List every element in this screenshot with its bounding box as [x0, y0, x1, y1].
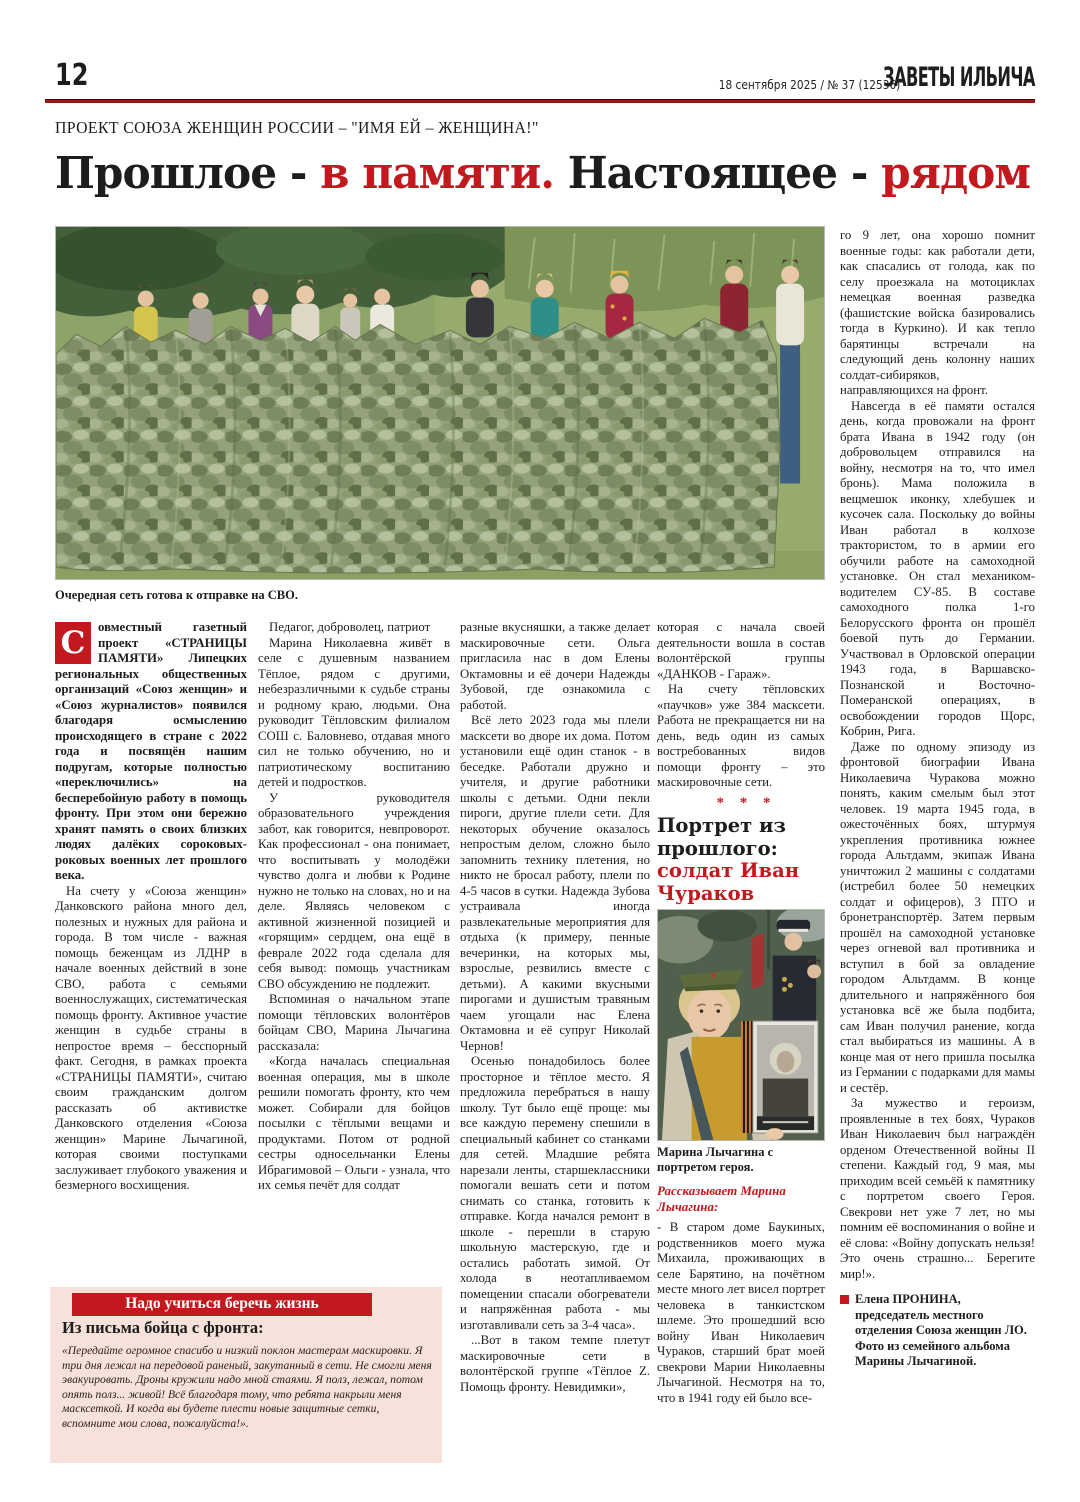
section-divider-stars: * * * — [716, 794, 777, 811]
headline-part-4: рядом — [881, 148, 1031, 199]
paragraph: Даже по одному эпизоду из фронтовой биографии Ивана Николаевича Чуракова можно понять, каким смелым был этот человек. 19 марта 1945 года, в ожесточённых боях, штурмуя укрепления противника южнее города Альтдамм, экипаж Ивана уничтожил 2 машины с солдатами (истребил более 50 немецких солдат и офицеров), 3 ПТО и бронетранспортёр. Затем первым прошёл на самоходной установке через огневой вал противника и вступил в бой за овладение городом Альтдамм. В конце длительного и напряжённого боя установка всё же была подбита, сам Иван получил ранение, когда стал выбираться из машины. А в конце мая от него пришла посылка из Германии с подарками для мамы и сестёр. — [840, 739, 1035, 1095]
portrait-photo-caption: Марина Лычагина с портретом героя. — [657, 1145, 774, 1174]
paragraph: Осенью понадобилось более просторное и тёплое место. Я предложила перебраться в нашу школу. Тут было ещё проще: мы все каждую перемену спешили в специальный кабинет со станками для сетей. Младшие ребята нарезали ленты, старшеклассники помогали вешать сети и потом снимать со станка, готовить к отправке. Когда начался ремонт в школе - перешли в старую школьную мастерскую, где и остались работать зимой. От холода в неотапливаемом помещении спасали обогреватели и напряжённая работа - мы изготавливали сеть за 3-4 часа». — [460, 1054, 650, 1332]
main-photo-camouflage-net — [55, 226, 825, 580]
header-rule — [45, 99, 1035, 103]
byline-square-icon — [840, 1295, 849, 1304]
heading-red-part: солдат Иван Чураков — [657, 859, 800, 905]
paragraph: За мужество и героизм, проявленные в тех боях, Чураков Иван Николаевич был награждён орденом Отечественной войны II степени. Каждый год, 9 мая, мы приходим всей семьёй к памятнику с портретом своего Героя. Свекрови нет уже 7 лет, но мы помним её воспоминания о войне и её слова: «Войну допускать нельзя! Это очень страшно... Берегите мир!». — [840, 1096, 1035, 1281]
paragraph: Педагог, доброволец, патриот — [269, 620, 431, 634]
letter-box-subhead: Из письма бойца с фронта: — [62, 1318, 264, 1337]
narrator-label: Рассказывает Марина Лычагина: — [657, 1183, 786, 1214]
portrait-photo-woman-with-hero — [657, 909, 825, 1141]
headline-part-2: в памяти. — [320, 148, 554, 199]
lead-paragraph: С овместный газетный проект «СТРАНИЦЫ ПАМЯТИ» Липецких региональных общественных организаций «Союз женщин» и «Союз журналистов» появился благодаря осмыслению происходящего в стране с 2022 года и посвящён нашим подругам, которые полностью «переключились» на бесперебойную работу в помощь фронту. При этом они бережно хранят память о своих близких людях далёких сороковых-роковых военных лет прошлого века. — [55, 620, 247, 882]
paragraph: Марина Николаевна живёт в селе с душевным названием Тёплое, рядом с другими, небезразличными к судьбе страны и родному краю, людьми. Она руководит Тёпловским филиалом СОШ с. Баловнево, отдавая много сил не только обучению, но и патриотическому воспитанию детей и подростков. — [258, 635, 450, 789]
letter-box-banner: Надо учиться беречь жизнь — [72, 1293, 372, 1316]
byline-block — [840, 1292, 1035, 1370]
paragraph: Вспоминая о начальном этапе помощи тёпловских волонтёров бойцам СВО, Марина Лычагина рассказала: — [258, 992, 450, 1053]
byline-text — [855, 1292, 1035, 1370]
article-column-1 — [55, 620, 247, 1194]
article-column-4 — [657, 620, 825, 1406]
main-headline — [55, 148, 1030, 199]
paragraph: го 9 лет, она хорошо помнит военные годы: как работали дети, как спасались от голода, как по селу проезжала на мотоциклах немецкая военная разведка (фашистские войска базировались тогда в Куркино). И как тепло барятинцы встречали на следующий день колонну наших солдат-сибиряков, направляющихся на фронт. — [840, 228, 1035, 397]
byline-author: Елена ПРОНИНА, — [855, 1292, 961, 1306]
paragraph: которая с начала своей деятельности вошла в состав волонтёрской группы «ДАНКОВ - Гараж». — [657, 620, 825, 681]
paragraph: «Когда началась специальная военная операция, мы в школе решили помогать фронту, кто чем может. Собирали для бойцов посылки с тёплыми вещами и продуктами. Потом от родной сестры односельчанки Елены Ибрагимовой – Ольги - узнала, что их семья печёт для солдат — [258, 1054, 450, 1192]
byline-photo-credit: Фото из семейного альбома Марины Лычагиной. — [855, 1338, 1010, 1368]
letter-box-body: «Передайте огромное спасибо и низкий поклон мастерам маскировки. Я три дня лежал на передовой раненый, закутанный в сети. Не смогли меня эвакуировать. Дроны кружили надо мной стаями. Я полз, лежал, потом опять полз... живой! Всё благодаря тому, что ребята накрыли меня масксеткой. И когда вы будете плести новые защитные сетки, вспомните мои слова, пожалуйста!». — [62, 1344, 432, 1430]
soldier-letter-box — [50, 1287, 442, 1463]
main-photo-caption: Очередная сеть готова к отправке на СВО. — [55, 588, 298, 602]
main-photo-illustration — [56, 227, 824, 579]
portrait-photo-illustration — [658, 910, 824, 1140]
article-column-5 — [840, 228, 1035, 1370]
paragraph: Всё лето 2023 года мы плели масксети во дворе их дома. Потом установили ещё один станок - в беседке. Работали дружно и учителя, и другие работники школы с детьми. Одни пекли пироги, другие плели сети. Для некоторых обучение оказалось непростым делом, сложно было запомнить технику плетения, но никто не бросал работу, плели по 4-5 часов в сутки. Надежда Зубова устраивала иногда развлекательные мероприятия для отдыха (к примеру, пенные вечеринки, на которых мы, взрослые, резвились вместе с детьми). А какими вкусными пирогами и душистым травяным чаем угощали нас Елена Октамовна и её супруг Николай Чернов! — [460, 713, 650, 1053]
newspaper-masthead: ЗАВЕТЫ ИЛЬИЧА — [883, 62, 1035, 93]
paragraph: - В старом доме Баукиных, родственников моего мужа Михаила, проживающих в селе Барятино, на почётном месте много лет висел портрет человека в танкистском шлеме. Это прошедший всю войну Иван Николаевич Чураков, старший брат моей свекрови Марии Николаевны Лычагиной. Несмотря на то, что в 1941 году ей было все- — [657, 1220, 825, 1405]
paragraph: Навсегда в её памяти остался день, когда провожали на фронт брата Ивана в 1942 году (он добровольцем отправился на войну, несмотря на то, что имел бронь). Мама положила в вещмешок иконку, хлебушек и кусочек сала. Поскольку до войны Иван работал в колхозе трактористом, то в армии его обучили работе на самоходной установке. Он стал механиком-водителем СУ-85. В составе самоходного полка 1-го Белорусского фронта он прошёл боевой путь до Германии. Участвовал в Орловской операции 1943 года, в Варшавско-Познанской и Восточно-Померанской операциях, в освобождении городов Щорс, Кобрин, Рига. — [840, 398, 1035, 738]
article-column-3 — [460, 620, 650, 1395]
page-number: 12 — [55, 58, 89, 93]
heading-black-part: Портрет из прошлого: — [657, 814, 786, 860]
portrait-section-heading — [657, 815, 825, 905]
paragraph: У руководителя образовательного учреждения забот, как говорится, невпроворот. Как профессионал - она понимает, что воспитывать у молодёжи чувство долга и любви к Родине нужно не только на словах, но и на деле. Являясь человеком с активной жизненной позицией и «горящим» сердцем, она ещё в феврале 2022 года сделала для себя вывод: помощь участникам СВО обсуждению не подлежит. — [258, 790, 450, 991]
headline-part-1: Прошлое - — [55, 148, 321, 199]
headline-part-3: Настоящее - — [553, 148, 882, 199]
kicker-line: ПРОЕКТ СОЮЗА ЖЕНЩИН РОССИИ – "ИМЯ ЕЙ – ЖЕНЩИНА!" — [55, 118, 539, 137]
paragraph: разные вкусняшки, а также делает маскировочные сети. Ольга пригласила нас в дом Елены Октамовны и её дочери Надежды Зубовой, где ознакомила с работой. — [460, 620, 650, 712]
drop-cap: С — [55, 622, 91, 664]
date-issue-line: 18 сентября 2025 / № 37 (12536) — [718, 78, 900, 92]
paragraph: На счету у «Союза женщин» Данковского района много дел, полезных и нужных для района и города. В том числе - важная помощь беженцам из ЛДНР в начале военных действий в зоне СВО, работа с семьями военнослужащих, систематическая помощь фронту. Активное участие женщин в судьбе страны в непростое время – бесспорный факт. Сегодня, в рамках проекта «СТРАНИЦЫ ПАМЯТИ», считаю своим гражданским долгом рассказать об активистке Данковского отделения «Союза женщин» Марине Лычагиной, которая своими поступками заслуживает глубокого уважения и безмерного восхищения. — [55, 883, 247, 1192]
paragraph: ...Вот в таком темпе плетут маскировочные сети в волонтёрской группе «Тёплое Z. Помощь фронту. Невидимки», — [460, 1333, 650, 1394]
camouflage-net — [56, 318, 780, 573]
paragraph: На счету тёпловских «паучков» уже 384 масксети. Работа не прекращается ни на день, ведь один из самых востребованных видов помощи фронту – это маскировочные сети. — [657, 682, 825, 789]
article-column-2 — [258, 620, 450, 1194]
byline-role: председатель местного отделения Союза женщин ЛО. — [855, 1307, 1027, 1337]
